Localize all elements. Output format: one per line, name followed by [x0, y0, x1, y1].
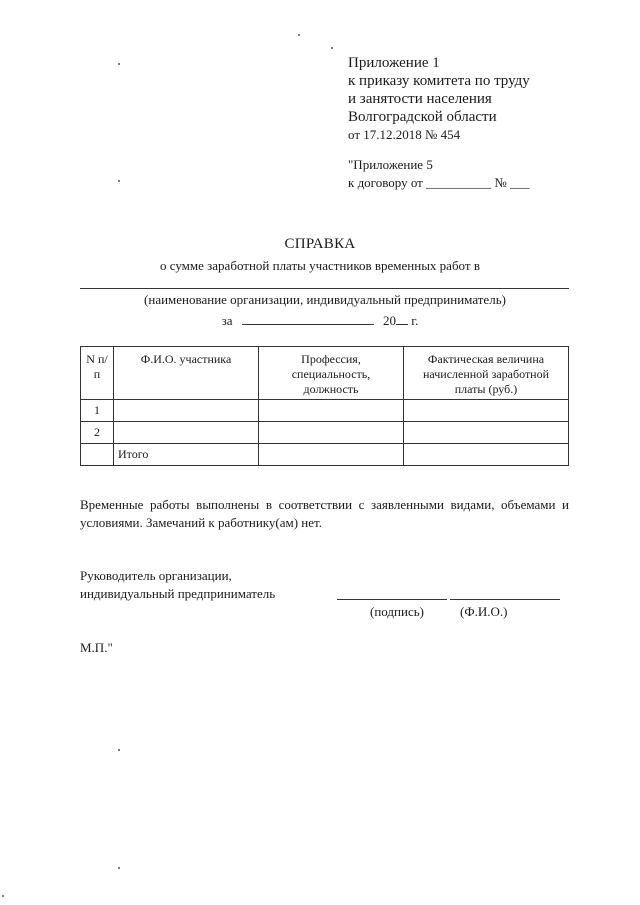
table-header-row	[81, 347, 569, 400]
signature-line	[337, 599, 447, 600]
year-blank	[396, 312, 408, 325]
period-blank	[242, 312, 374, 325]
period-line	[0, 312, 640, 329]
period-suffix: г.	[411, 313, 419, 328]
scan-speck	[118, 180, 120, 182]
table-row	[81, 400, 569, 422]
order-number-line: от 17.12.2018 № 454	[348, 127, 461, 142]
header-salary: Фактическая величина начисленной заработной платы (руб.)	[404, 347, 569, 400]
appendix-5-header	[348, 156, 578, 192]
scan-speck	[118, 63, 120, 65]
row-profession	[259, 400, 404, 422]
total-num-cell	[81, 444, 114, 466]
document-subtitle: о сумме заработной платы участников временных работ в	[160, 258, 480, 273]
header-fio: Ф.И.О. участника	[114, 347, 259, 400]
row-salary	[404, 422, 569, 444]
total-salary	[404, 444, 569, 466]
total-label: Итого	[114, 444, 259, 466]
scan-speck	[331, 47, 333, 49]
scan-speck	[298, 34, 300, 36]
total-profession	[259, 444, 404, 466]
name-line	[450, 599, 560, 600]
row-fio	[114, 400, 259, 422]
scan-speck	[118, 749, 120, 751]
period-year: 20	[383, 313, 397, 328]
header-line: и занятости населения	[348, 91, 492, 107]
name-caption: (Ф.И.О.)	[460, 604, 508, 619]
row-profession	[259, 422, 404, 444]
order-header	[348, 54, 578, 144]
table-row	[81, 422, 569, 444]
signature-caption: (подпись)	[370, 604, 424, 619]
header-profession: Профессия, специальность, должность	[259, 347, 404, 400]
scan-speck	[2, 895, 4, 897]
document-title: СПРАВКА	[284, 236, 356, 252]
contract-reference: к договору от __________ № ___	[348, 175, 530, 190]
header-line: Приложение 1	[348, 55, 440, 71]
salary-table	[80, 346, 569, 466]
confirmation-paragraph: Временные работы выполнены в соответствии с заявленными видами, объемами и условиями. Замечаний к работнику(ам) нет.	[80, 497, 569, 530]
stamp-place: М.П."	[80, 640, 113, 655]
organization-name-line	[80, 288, 569, 289]
organization-caption: (наименование организации, индивидуальный предприниматель)	[144, 292, 506, 307]
signer-subtitle: индивидуальный предприниматель	[80, 586, 276, 601]
period-prefix: за	[221, 313, 233, 328]
appendix-5-title: "Приложение 5	[348, 157, 433, 172]
row-number: 2	[81, 422, 114, 444]
header-line: Волгоградской области	[348, 109, 497, 125]
header-line: к приказу комитета по труду	[348, 73, 530, 89]
row-number: 1	[81, 400, 114, 422]
scan-speck	[118, 867, 120, 869]
row-fio	[114, 422, 259, 444]
row-salary	[404, 400, 569, 422]
table-total-row	[81, 444, 569, 466]
header-num: N п/п	[81, 347, 114, 400]
signer-title: Руководитель организации,	[80, 568, 232, 583]
